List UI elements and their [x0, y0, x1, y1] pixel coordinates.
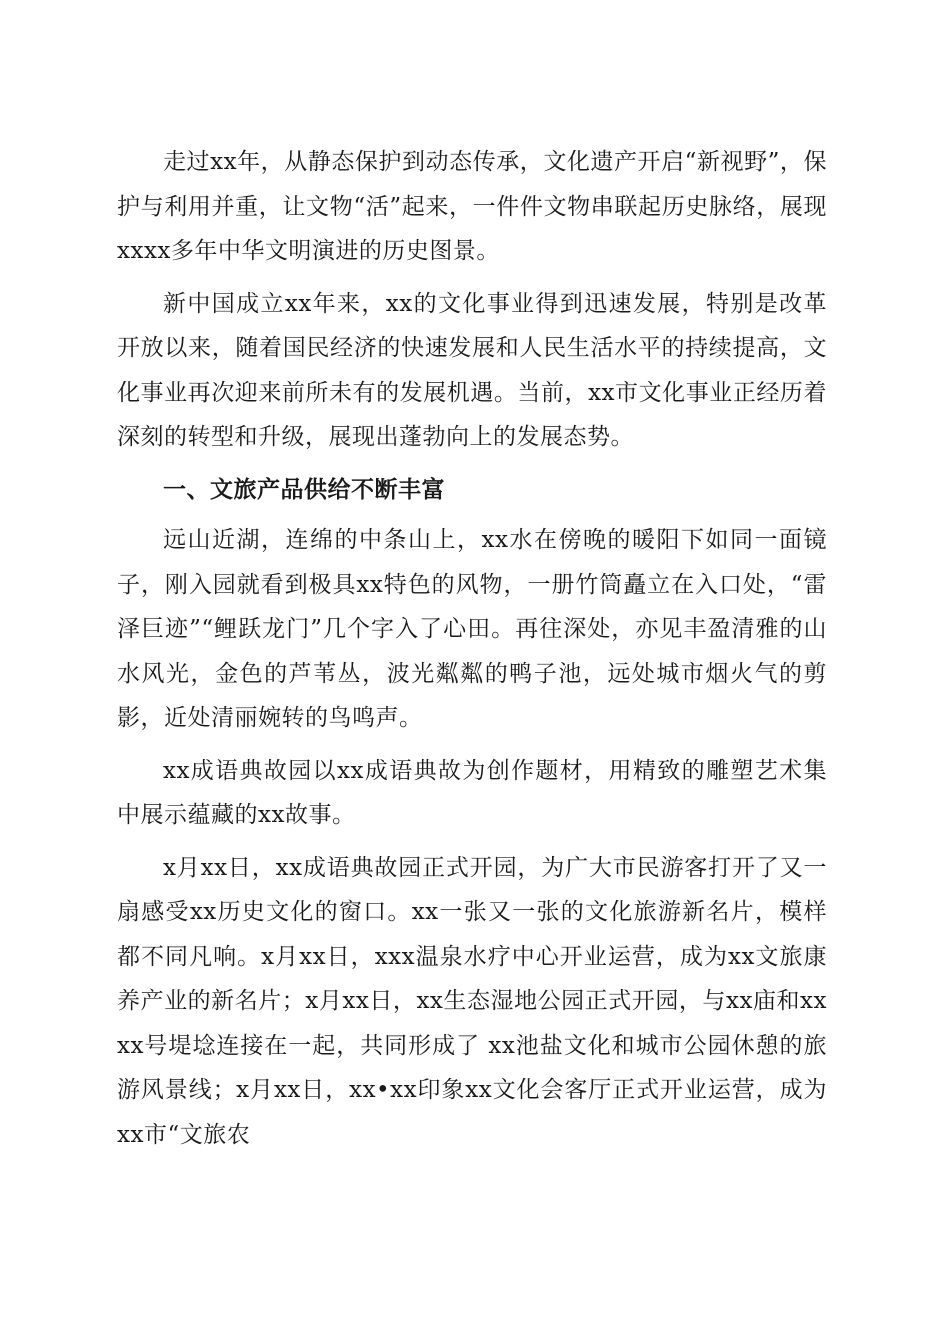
paragraph-idiom-park: xx成语典故园以xx成语典故为创作题材，用精致的雕塑艺术集中展示蕴藏的xx故事。 [117, 757, 827, 828]
paragraph-openings: x月xx日，xx成语典故园正式开园，为广大市民游客打开了又一扇感受xx历史文化的窗口。xx一张又一张的文化旅游新名片，模样都不同凡响。x月xx日，xxx温泉水疗中心开业运营，成为xx文旅康养产业的新名片；x月xx日，xx生态湿地公园正式开园，与xx庙和xxxx号堤埝连接在一起，共同形成了 xx池盐文化和城市公园休憩的旅游风景线；x月xx日，xx•xx印象xx文化会客厅正式开业运营，成为xx市“文旅农 [117, 854, 827, 1148]
paragraph-scenery: 远山近湖，连绵的中条山上，xx水在傍晚的暖阳下如同一面镜子，刚入园就看到极具xx特色的风物，一册竹筒矗立在入口处，“雷泽巨迹”“鲤跃龙门”几个字入了心田。再往深处，亦见丰盈清雅的山水风光，金色的芦苇丛，波光粼粼的鸭子池，远处城市烟火气的剪影，近处清丽婉转的鸟鸣声。 [117, 527, 827, 731]
paragraph-cultural-development: 新中国成立xx年来，xx的文化事业得到迅速发展，特别是改革开放以来，随着国民经济的快速发展和人民生活水平的持续提高，文化事业再次迎来前所未有的发展机遇。当前，xx市文化事业正经历着深刻的转型和升级，展现出蓬勃向上的发展态势。 [117, 290, 827, 450]
paragraph-heritage: 走过xx年，从静态保护到动态传承，文化遗产开启“新视野”，保护与利用并重，让文物“活”起来，一件件文物串联起历史脉络，展现xxxx多年中华文明演进的历史图景。 [117, 149, 827, 264]
document-body [117, 140, 827, 1165]
section-heading-1: 一、文旅产品供给不断丰富 [163, 476, 445, 503]
